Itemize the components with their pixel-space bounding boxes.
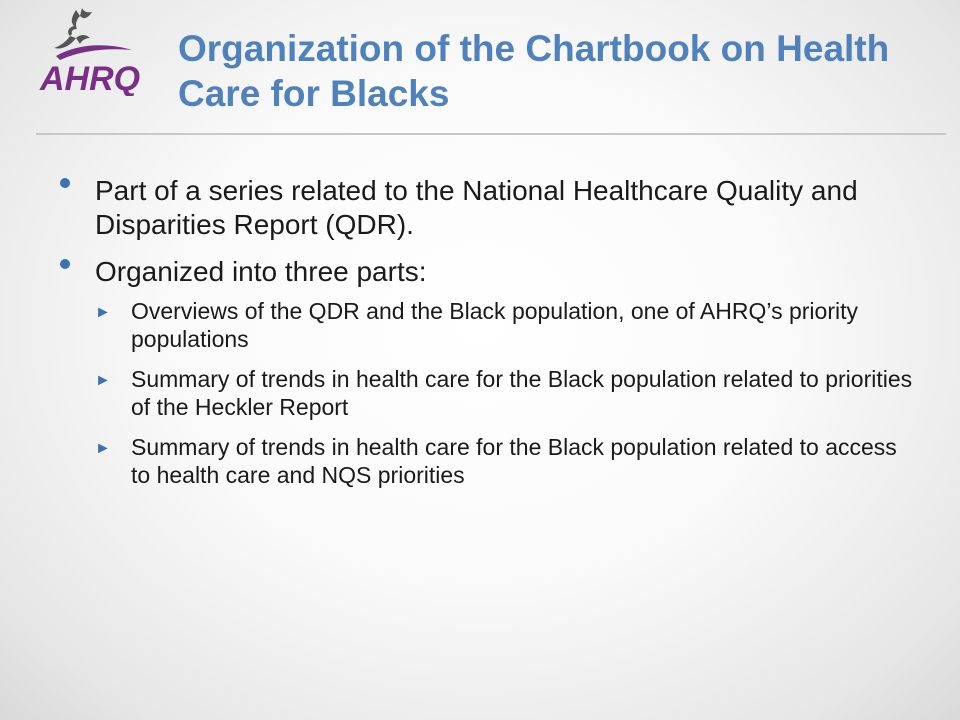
bullet-text: Part of a series related to the National Healthcare Quality and Disparities Report (QDR). [95,175,858,240]
title-divider [36,133,946,135]
ahrq-logo-text: AHRQ [40,60,141,96]
dot-icon [60,178,70,188]
bullet-item [56,174,916,242]
dot-icon [60,259,70,269]
bullet-item [56,255,916,489]
sub-bullet-item [95,365,916,421]
triangle-right-icon: ► [95,304,111,321]
sub-bullet-text: Summary of trends in health care for the Black population related to access to health care and NQS priorities [131,434,897,488]
sub-bullet-item [95,297,916,353]
slide-content [56,174,916,502]
sub-bullet-text: Overviews of the QDR and the Black population, one of AHRQ’s priority populations [131,298,858,352]
hhs-eagle-icon [54,8,92,49]
swoosh-icon [56,45,132,60]
slide-title: Organization of the Chartbook on Health Care for Blacks [178,28,890,114]
bullet-text: Organized into three parts: [95,256,427,287]
triangle-right-icon: ► [95,372,111,389]
ahrq-logo [36,4,146,96]
sub-bullet-item [95,433,916,489]
sub-bullet-list [95,297,916,489]
sub-bullet-text: Summary of trends in health care for the Black population related to priorities of the Heckler Report [131,366,913,420]
triangle-right-icon: ► [95,440,111,457]
